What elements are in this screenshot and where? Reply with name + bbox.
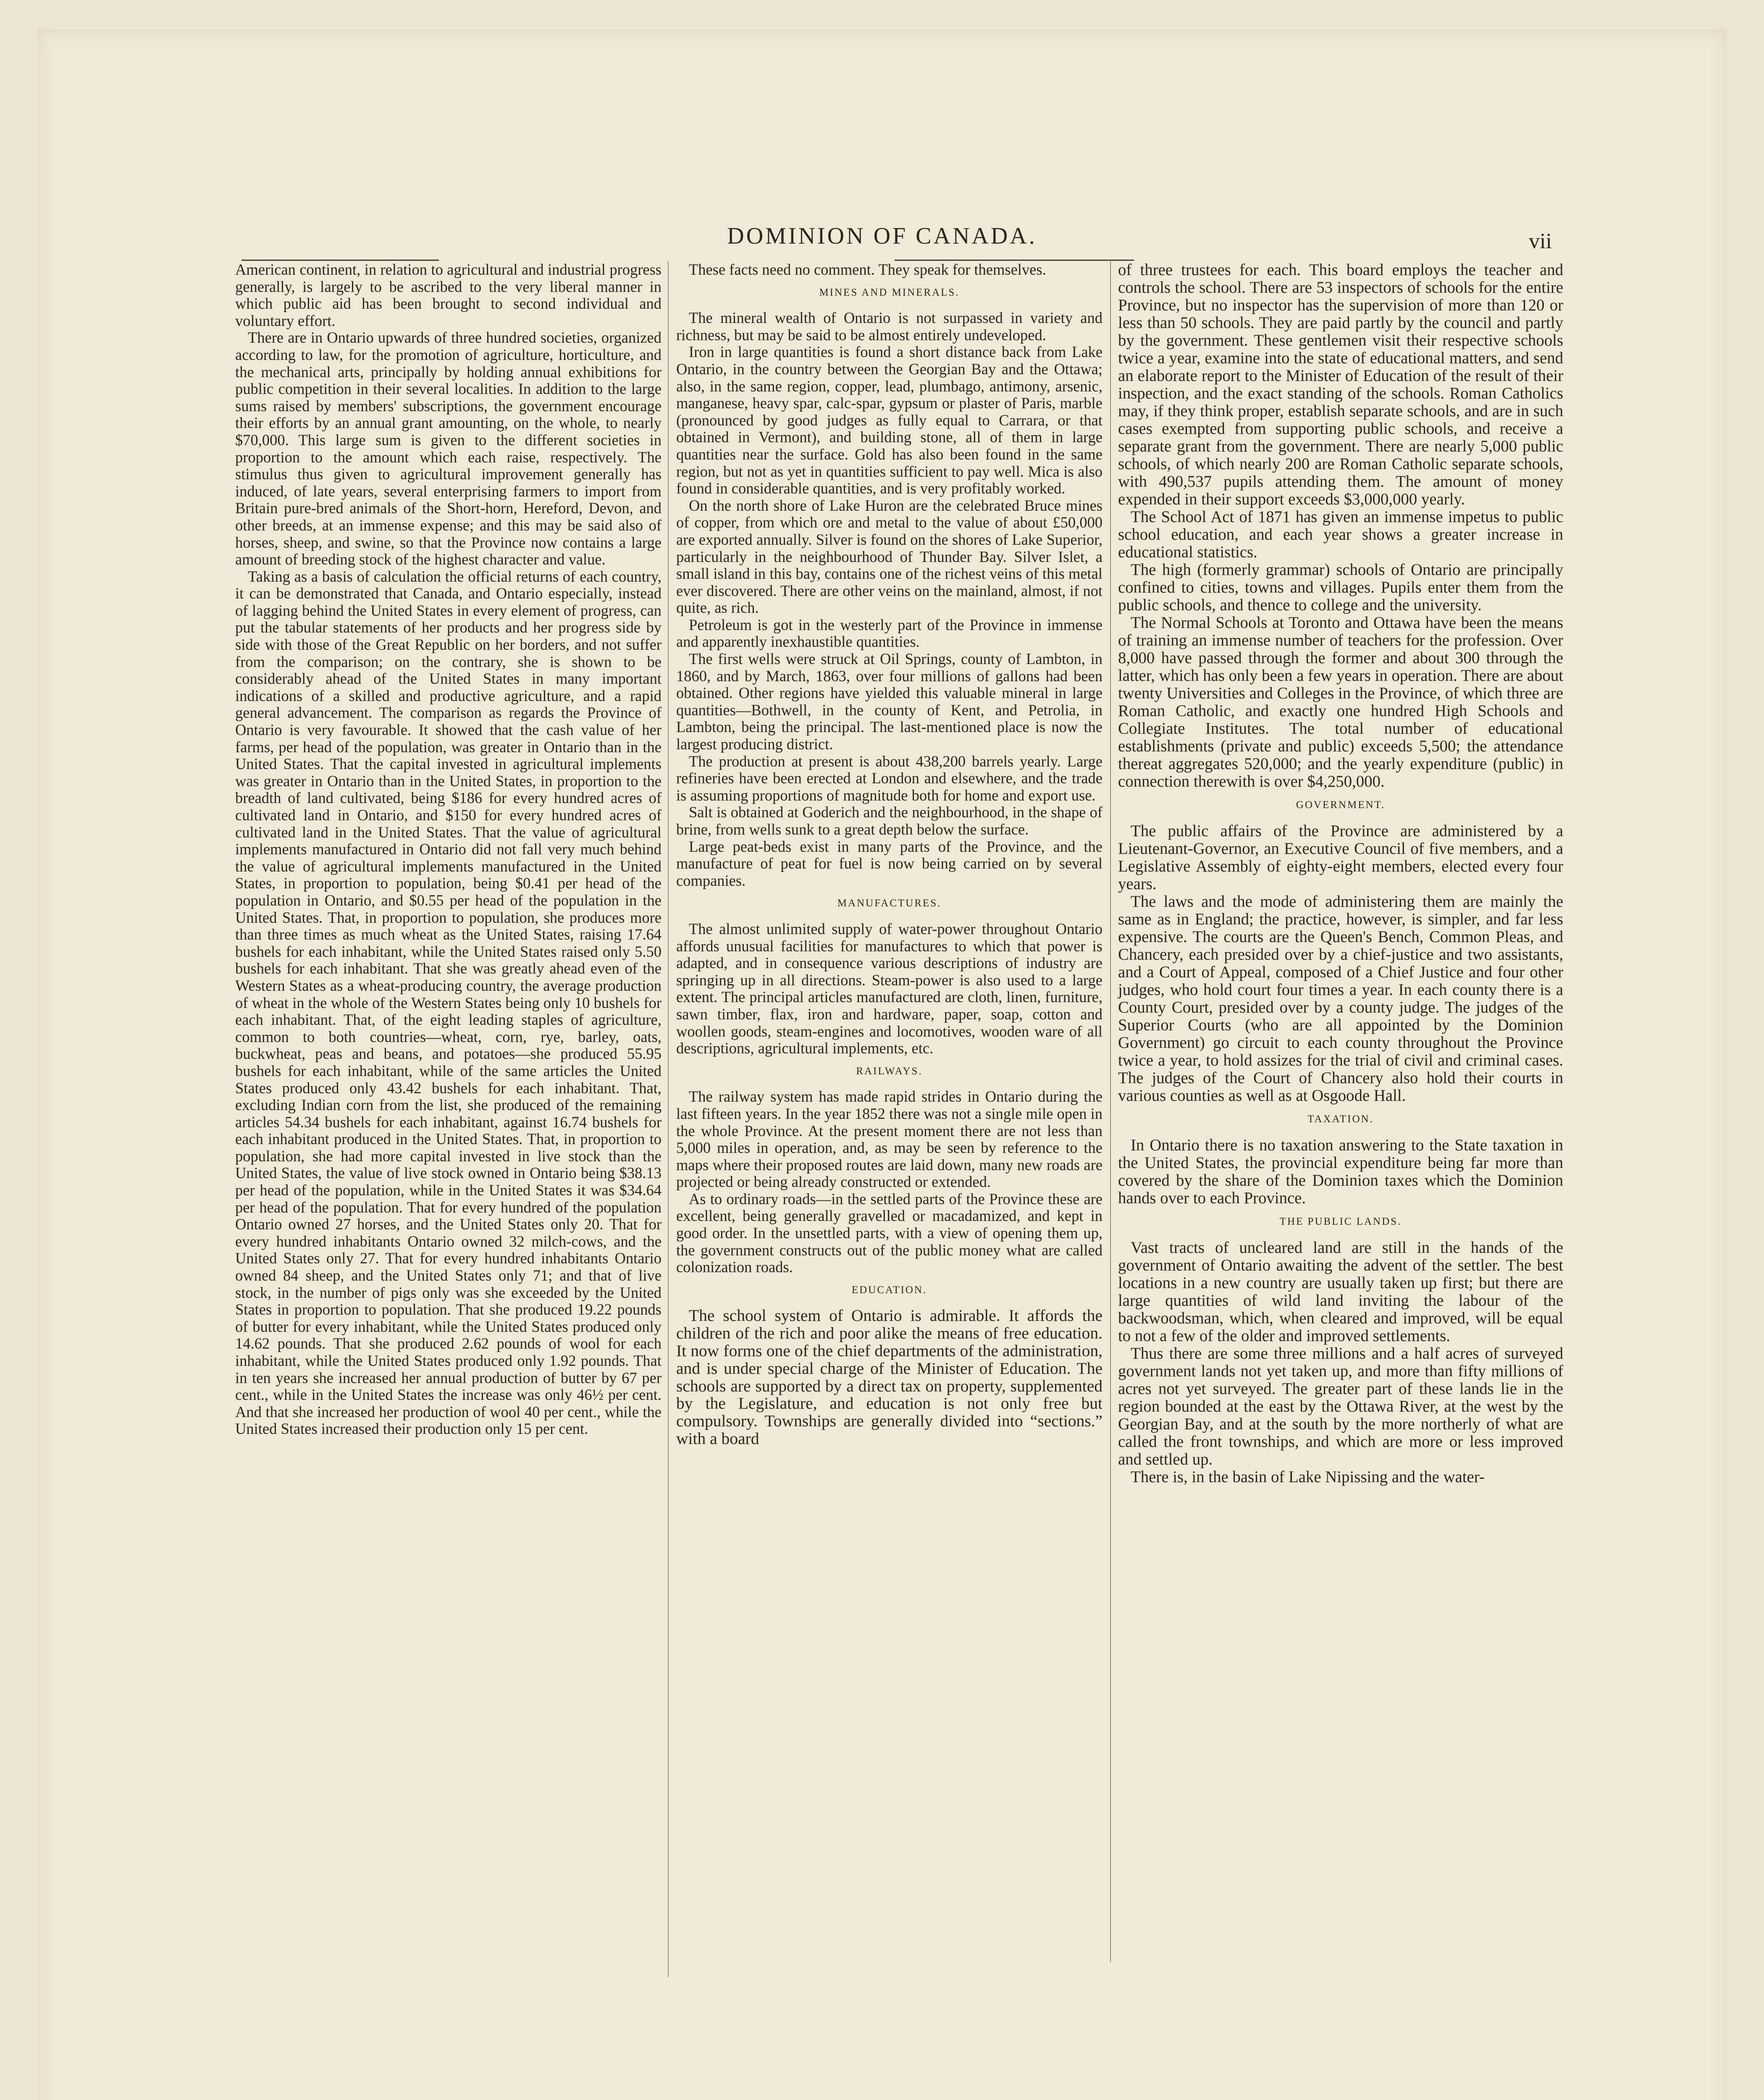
paragraph: As to ordinary roads—in the settled parts of the Province these are excellent, being generally gravelled or macadamized, and kept in good order. In the unsettled parts, with a view of opening them up, the government constructs out of the public money what are called colonization roads. bbox=[676, 1190, 1102, 1276]
section-heading: THE PUBLIC LANDS. bbox=[1279, 1216, 1402, 1227]
section-heading: MANUFACTURES. bbox=[837, 898, 942, 909]
paragraph: The public affairs of the Province are administered by a Lieutenant-Governor, an Executive Council of five members, and a Legislative Assembly of eighty-eight members, elected every four years. bbox=[1118, 822, 1563, 893]
section-heading: TAXATION. bbox=[1307, 1113, 1374, 1125]
paragraph: The production at present is about 438,200 barrels yearly. Large refineries have been erected at London and elsewhere, and the trade is assuming proportions of magnitude both for home and export use. bbox=[676, 752, 1102, 804]
paragraph: The almost unlimited supply of water-power throughout Ontario affords unusual facilities for manufactures to which that power is adapted, and in consequence various descriptions of industry are springing up in all directions. Steam-power is also used to a large extent. The principal articles manufactured are cloth, linen, furniture, sawn timber, flax, iron and hardware, paper, soap, cotton and woollen goods, steam-engines and locomotives, wooden ware of all descriptions, agricultural implements, etc. bbox=[676, 920, 1102, 1057]
paragraph: The school system of Ontario is admirable. It affords the children of the rich and poor alike the means of free education. It now forms one of the chief departments of the administration, and is under special charge of the Minister of Education. The schools are supported by a direct tax on property, supplemented by the Legislature, and education is not only free but compulsory. Townships are generally divided into “sections.” with a board bbox=[676, 1306, 1102, 1448]
paragraph: The Normal Schools at Toronto and Ottawa have been the means of training an immense number of teachers for the profession. Over 8,000 have passed through the former and about 300 through the latter, which has only been a few years in operation. There are about twenty Universities and Colleges in the Province, of which three are Roman Catholic, and exactly one hundred High Schools and Collegiate Institutes. The total number of educational establishments (private and public) exceeds 5,500; the attendance thereat aggregates 520,000; and the yearly expenditure (public) in connection therewith is over $4,250,000. bbox=[1118, 614, 1563, 790]
paragraph: Vast tracts of uncleared land are still in the hands of the government of Ontario awaiting the advent of the settler. The best locations in a new country are usually taken up first; but there are large quantities of wild land inviting the labour of the backwoodsman, which, when cleared and improved, will be equal to not a few of the older and improved settlements. bbox=[1118, 1239, 1563, 1345]
paragraph: In Ontario there is no taxation answering to the State taxation in the United States, the provincial expenditure being far more than covered by the share of the Dominion taxes which the Dominion hands over to each Province. bbox=[1118, 1136, 1563, 1207]
running-title: DOMINION OF CANADA. bbox=[727, 223, 1037, 249]
paragraph: The first wells were struck at Oil Springs, county of Lambton, in 1860, and by March, 1863, over four millions of gallons had been obtained. Other regions have yielded this valuable mineral in large quantities—Bothwell, in the county of Kent, and Petrolia, in Lambton, being the principal. The last-mentioned place is now the largest producing district. bbox=[676, 650, 1102, 753]
page-number: vii bbox=[1529, 229, 1552, 253]
column-rule-1 bbox=[668, 261, 669, 1977]
paragraph: Salt is obtained at Goderich and the neighbourhood, in the shape of brine, from wells sunk to a great depth below the surface. bbox=[676, 803, 1102, 838]
paragraph: of three trustees for each. This board employs the teacher and controls the school. There are 53 inspectors of schools for the entire Province, but no inspector has the supervision of more than 120 or less than 50 schools. They are paid partly by the council and partly by the government. These gentlemen visit their respective schools twice a year, examine into the state of educational matters, and send an elaborate report to the Minister of Education of the result of their inspection, and the exact standing of the schools. Roman Catholics may, if they think proper, establish separate schools, and are in such cases exempted from supporting public schools, and receive a separate grant from the government. There are nearly 5,000 public schools, of which nearly 200 are Roman Catholic separate schools, with 490,537 pupils attending them. The amount of money expended in their support exceeds $3,000,000 yearly. bbox=[1118, 261, 1563, 508]
paragraph: The laws and the mode of administering them are mainly the same as in England; the practice, however, is simpler, and far less expensive. The courts are the Queen's Bench, Common Pleas, and Chancery, each presided over by a chief-justice and two assistants, and a Court of Appeal, composed of a Chief Justice and four other judges, who hold court four times a year. In each county there is a County Court, presided over by a county judge. The judges of the Superior Courts (who are all appointed by the Dominion Government) go circuit to each county throughout the Province twice a year, to hold assizes for the trial of civil and criminal cases. The judges of the Court of Chancery also hold their courts in various counties as well as at Osgoode Hall. bbox=[1118, 892, 1563, 1105]
paragraph: These facts need no comment. They speak for themselves. bbox=[689, 261, 1046, 278]
paragraph: The School Act of 1871 has given an immense impetus to public school education, and each year shows a greater increase in educational statistics. bbox=[1118, 508, 1563, 561]
section-heading: MINES AND MINERALS. bbox=[819, 286, 960, 298]
paragraph: There is, in the basin of Lake Nipissing and the water- bbox=[1131, 1468, 1485, 1486]
paragraph: There are in Ontario upwards of three hundred societies, organized according to law, for the promotion of agriculture, horticulture, and the mechanical arts, principally by holding annual exhibitions for public competition in their several localities. In addition to the large sums raised by members' subscriptions, the government encourage their efforts by an annual grant amounting, on the whole, to nearly $70,000. This large sum is given to the different societies in proportion to the amount which each raise, respectively. The stimulus thus given to agricultural improvement generally has induced, of late years, several enterprising farmers to import from Britain pure-bred animals of the Short-horn, Hereford, Devon, and other breeds, at an immense expense; and this may be said also of horses, sheep, and swine, so that the Province now contains a large amount of breeding stock of the highest character and value. bbox=[235, 329, 662, 568]
paragraph: The railway system has made rapid strides in Ontario during the last fifteen years. In the year 1852 there was not a single mile open in the whole Province. At the present moment there are not less than 5,000 miles in operation, and, as may be seen by reference to the maps where their proposed routes are laid down, many new roads are projected or being already constructed or extended. bbox=[676, 1088, 1102, 1191]
text-column-1 bbox=[235, 261, 662, 1438]
text-column-3 bbox=[1118, 261, 1563, 1486]
text-column-2 bbox=[676, 261, 1102, 1448]
paragraph: Thus there are some three millions and a half acres of surveyed government lands not yet taken up, and more than fifty millions of acres not yet surveyed. The greater part of these lands lie in the region bounded at the east by the Ottawa River, at the west by the Georgian Bay, and at the south by the more northerly of what are called the front townships, and which are more or less improved and settled up. bbox=[1118, 1344, 1563, 1468]
section-heading: EDUCATION. bbox=[851, 1284, 927, 1296]
paragraph: Iron in large quantities is found a short distance back from Lake Ontario, in the country between the Georgian Bay and the Ottawa; also, in the same region, copper, lead, plumbago, antimony, arsenic, manganese, heavy spar, calc-spar, gypsum or plaster of Paris, marble (pronounced by good judges as fully equal to Carrara, or that obtained in Vermont), and building stone, all of them in large quantities near the surface. Gold has also been found in the same region, but not as yet in quantities sufficient to pay well. Mica is also found in considerable quantities, and is very profitably worked. bbox=[676, 343, 1102, 497]
column-rule-2 bbox=[1110, 261, 1111, 1962]
paragraph: American continent, in relation to agricultural and industrial progress generally, is largely to be ascribed to the very liberal manner in which public aid has been brought to second individual and voluntary effort. bbox=[235, 261, 662, 329]
paragraph: On the north shore of Lake Huron are the celebrated Bruce mines of copper, from which ore and metal to the value of about £50,000 are exported annually. Silver is found on the shores of Lake Superior, particularly in the neighbourhood of Thunder Bay. Silver Islet, a small island in this bay, contains one of the richest veins of this metal ever discovered. There are other veins on the mainland, almost, if not quite, as rich. bbox=[676, 496, 1102, 617]
paragraph: Petroleum is got in the westerly part of the Province in immense and apparently inexhaustible quantities. bbox=[676, 616, 1102, 651]
paragraph: The mineral wealth of Ontario is not surpassed in variety and richness, but may be said to be almost entirely undeveloped. bbox=[676, 309, 1102, 344]
paragraph: Large peat-beds exist in many parts of the Province, and the manufacture of peat for fuel is now being carried on by several companies. bbox=[676, 837, 1102, 889]
paragraph: Taking as a basis of calculation the official returns of each country, it can be demonstrated that Canada, and Ontario especially, instead of lagging behind the United States in every element of progress, can put the tabular statements of her products and her progress side by side with those of the Great Republic on her borders, and not suffer from the comparison; on the contrary, she is shown to be considerably ahead of the United States in many important indications of a skilled and productive agriculture, and a rapid general advancement. The comparison as regards the Province of Ontario is very favourable. It showed that the cash value of her farms, per head of the population, was greater in Ontario than in the United States. That the capital invested in agricultural implements was greater in Ontario than in the United States, in proportion to the breadth of land cultivated, being $186 for every hundred acres of cultivated land in Ontario, and $150 for every hundred acres of cultivated land in the United States. That the value of agricultural implements manufactured in Ontario did not fall very much behind the value of agricultural implements manufactured in the United States, in proportion to population, being $0.41 per head of the population in Ontario, and $0.55 per head of the population in the United States. That, in proportion to population, she produces more than three times as much wheat as the United States, raising 17.64 bushels for each inhabitant, while the United States raised only 5.50 bushels for each inhabitant. That she was greatly ahead even of the Western States as a wheat-producing country, the average production of wheat in the whole of the Western States being only 10 bushels for each inhabitant. That, of the eight leading staples of agriculture, common to both countries—wheat, corn, rye, barley, oats, buckwheat, peas and beans, and potatoes—she produced 55.95 bushels for each inhabitant, while of the same articles the United States produced only 43.42 bushels for each inhabitant. That, excluding Indian corn from the list, she produced of the remaining articles 54.34 bushels for each inhabitant, against 16.74 bushels for each inhabitant produced in the United States. That, in proportion to population, she had more capital invested in live stock than the United States, the value of live stock owned in Ontario being $38.13 per head of the population, while in the United States it was $34.64 per head of the population. That for every hundred of the population Ontario owned 27 horses, and the United States only 20. That for every hundred inhabitants Ontario owned 32 milch-cows, and the United States only 27. That for every hundred inhabitants Ontario owned 84 sheep, and the United States only 71; and that of live stock, in the number of pigs only was she exceeded by the United States in proportion to population. That she produced 19.22 pounds of butter for every inhabitant, while the United States produced only 14.62 pounds. That she produced 2.62 pounds of wool for each inhabitant, while the United States produced only 1.92 pounds. That in ten years she increased her annual production of butter by 67 per cent., while in the United States the increase was only 46½ per cent. And that she increased her production of wool 40 per cent., while the United States increased their production only 15 per cent. bbox=[235, 567, 662, 1438]
paragraph: The high (formerly grammar) schools of Ontario are principally confined to cities, towns and villages. Pupils enter them from the public schools, and thence to college and the university. bbox=[1118, 561, 1563, 614]
section-heading: RAILWAYS. bbox=[856, 1065, 923, 1077]
section-heading: GOVERNMENT. bbox=[1296, 799, 1386, 811]
